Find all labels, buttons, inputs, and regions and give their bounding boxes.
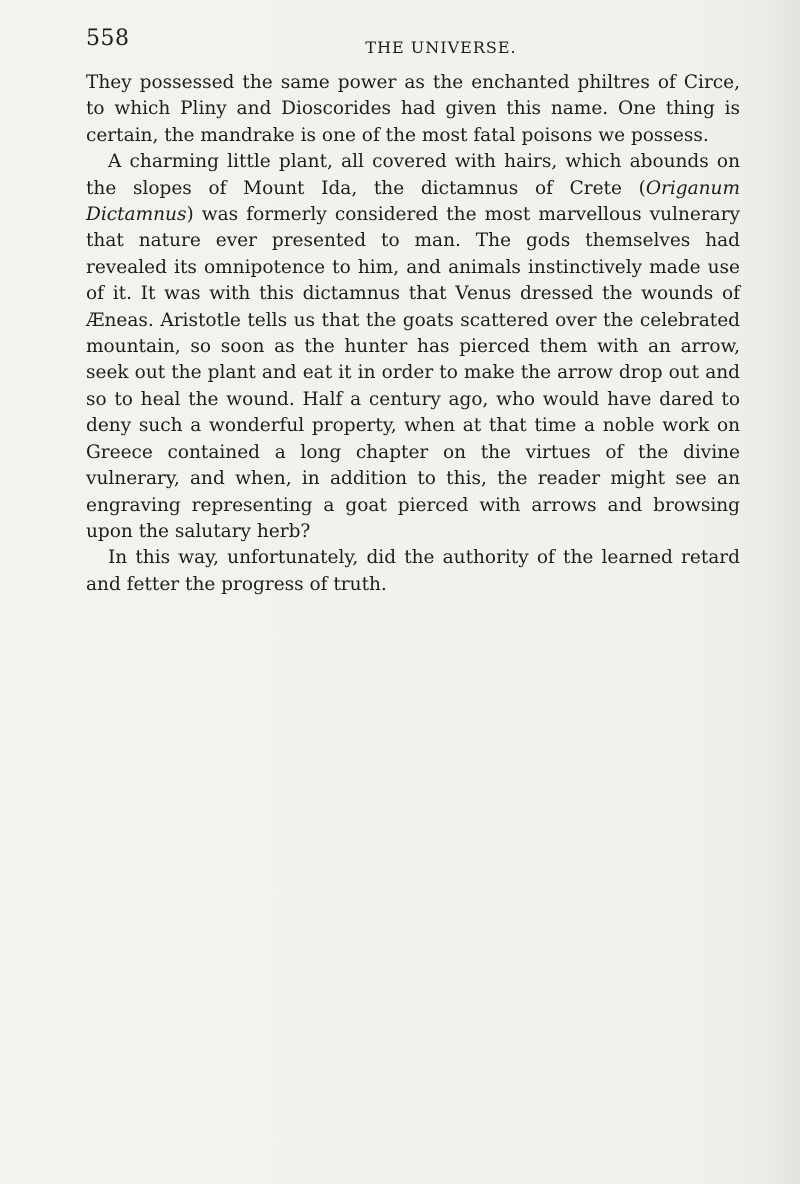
- species-name: Origanum Dictamnus: [86, 177, 740, 226]
- paragraph-2-part-1: A charming little plant, all covered with hairs, which abounds on the slopes of Mount Ida, the dictamnus of Crete (: [86, 151, 740, 199]
- page-number: 558: [86, 26, 130, 51]
- paragraph-3: In this way, unfortunately, did the authority of the learned retard and fetter the progress of truth.: [86, 547, 740, 595]
- body-text: [86, 70, 740, 598]
- paragraph-2: [86, 149, 740, 545]
- running-head: THE UNIVERSE.: [365, 38, 517, 57]
- page-header: [86, 26, 736, 56]
- paragraph-1: They possessed the same power as the enchanted philtres of Circe, to which Pliny and Dioscorides had given this name. One thing is certain, the mandrake is one of the most fatal poisons we possess.: [86, 72, 740, 146]
- paragraph-2-part-2: ) was formerly considered the most marvellous vulnerary that nature ever presented to man. The gods themselves had revealed its omnipotence to him, and animals instinctively made use of it. It was with this dictamnus that Venus dressed the wounds of Æneas. Aristotle tells us that the goats scattered over the celebrated mountain, so soon as the hunter has pierced them with an arrow, seek out the plant and eat it in order to make the arrow drop out and so to heal the wound. Half a century ago, who would have dared to deny such a wonderful property, when at that time a noble work on Greece contained a long chapter on the virtues of the divine vulnerary, and when, in addition to this, the reader might see an engraving representing a goat pierced with arrows and browsing upon the salutary herb?: [86, 204, 740, 542]
